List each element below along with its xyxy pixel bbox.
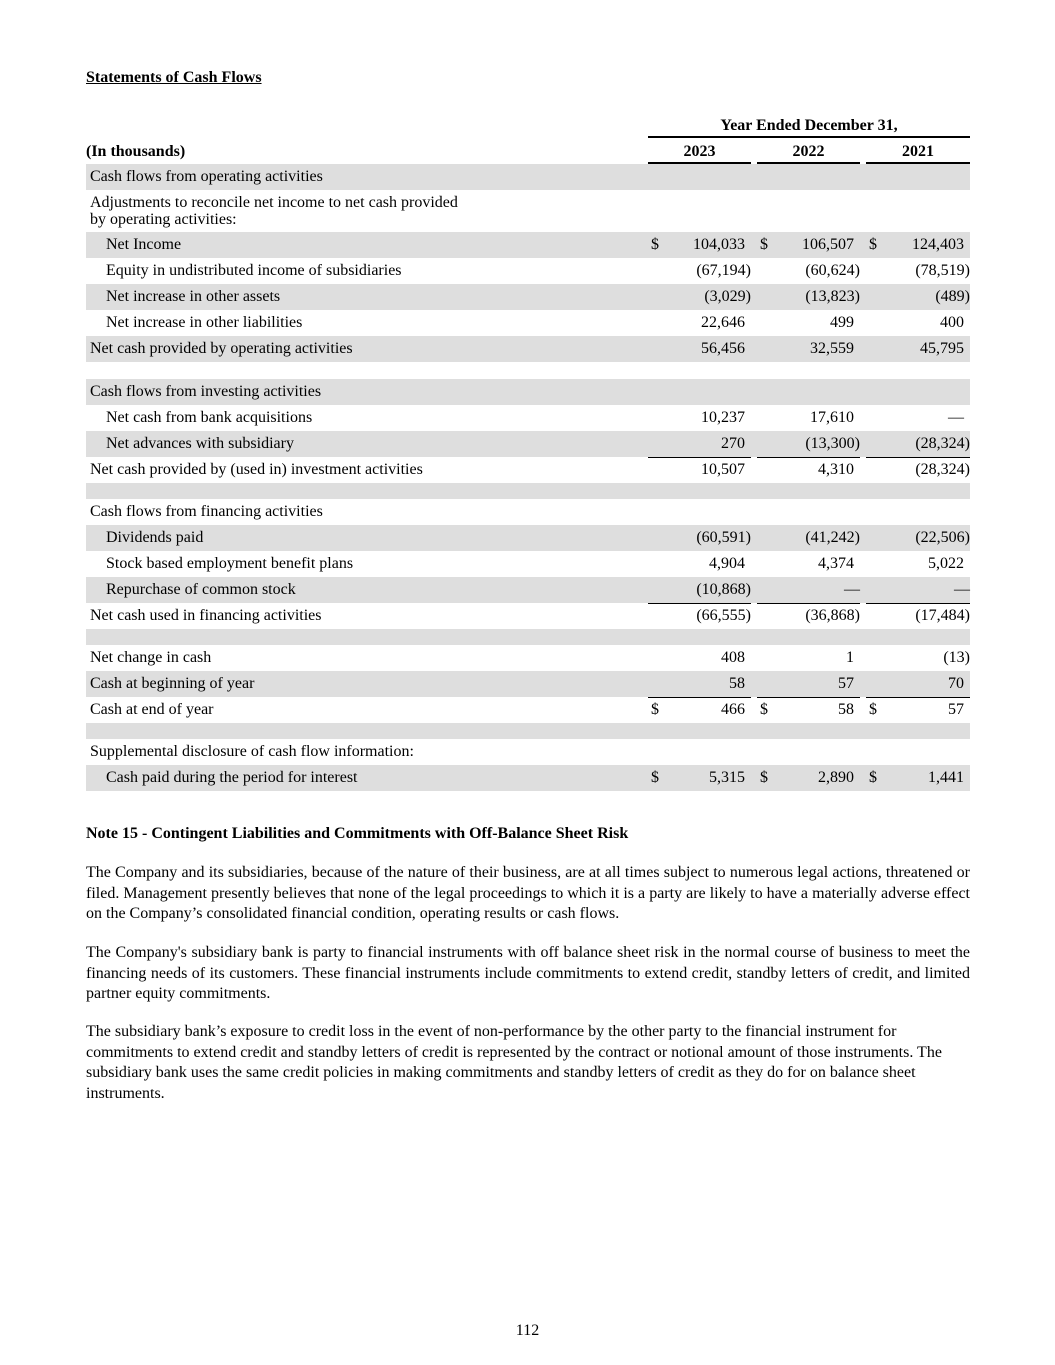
table-row: Net advances with subsidiary 270 (13,300) (28,324)	[86, 431, 970, 457]
spacer-row	[86, 483, 970, 499]
table-row: Repurchase of common stock (10,868) — —	[86, 577, 970, 603]
year-header-2022: 2022	[757, 142, 860, 164]
table-row: Equity in undistributed income of subsidiaries (67,194) (60,624) (78,519)	[106, 262, 970, 279]
table-row: Net increase in other liabilities 22,646 499 400	[86, 310, 970, 336]
table-row: Cash at beginning of year 58 57 70	[86, 671, 970, 697]
statement-title: Statements of Cash Flows	[86, 69, 262, 86]
page-number: 112	[515, 1322, 540, 1339]
adjustments-heading: Adjustments to reconcile net income to net cash provided by operating activities:	[90, 194, 458, 228]
table-row-total: Cash at end of year $ 466 $ 58 $ 57	[86, 697, 970, 723]
table-row: Cash paid during the period for interest $ 5,315 $ 2,890 $ 1,441	[86, 765, 970, 791]
note-paragraph-2: The Company's subsidiary bank is party to financial instruments with off balance sheet risk in the normal course of business to meet the financing needs of its customers. These financial instruments include commitments to extend credit, standby letters of credit, and limited partner equity commitments.	[86, 944, 970, 1002]
section-heading-supplemental: Supplemental disclosure of cash flow information:	[90, 743, 414, 760]
note-title: Note 15 - Contingent Liabilities and Commitments with Off-Balance Sheet Risk	[86, 825, 629, 842]
year-header-2023: 2023	[648, 142, 751, 164]
spacer-row	[86, 629, 970, 645]
table-row: Net increase in other assets (3,029) (13,823) (489)	[86, 284, 970, 310]
section-heading-operating: Cash flows from operating activities	[86, 164, 970, 190]
table-row: Stock based employment benefit plans 4,904 4,374 5,022	[106, 555, 964, 572]
table-row: Net change in cash 408 1 (13)	[90, 649, 970, 666]
table-row-subtotal: Net cash provided by (used in) investment activities 10,507 4,310 (28,324)	[90, 461, 970, 478]
units-label: (In thousands)	[86, 143, 186, 160]
table-row-subtotal: Net cash provided by operating activities 56,456 32,559 45,795	[86, 336, 970, 362]
spacer-row	[86, 723, 970, 739]
section-heading-financing: Cash flows from financing activities	[90, 503, 323, 520]
section-heading-investing: Cash flows from investing activities	[86, 379, 970, 405]
period-header: Year Ended December 31,	[648, 116, 970, 138]
table-row: Dividends paid (60,591) (41,242) (22,506)	[86, 525, 970, 551]
table-row: Net Income $ 104,033 $ 106,507 $ 124,403	[86, 232, 970, 258]
table-row: Net cash from bank acquisitions 10,237 17,610 —	[106, 409, 964, 426]
table-row-subtotal: Net cash used in financing activities (66,555) (36,868) (17,484)	[90, 607, 970, 624]
note-paragraph-1: The Company and its subsidiaries, because of the nature of their business, are at all times subject to numerous legal actions, threatened or filed. Management presently believes that none of the legal proceedings to which it is a party are likely to have a materially adverse effect on the Company’s consolidated financial condition, operating results or cash flows.	[86, 864, 970, 922]
note-paragraph-3: The subsidiary bank’s exposure to credit loss in the event of non-performance by the other party to the financial instrument for commitments to extend credit and standby letters of credit is represented by the contract or notional amount of those instruments. The subsidiary bank uses the same credit policies in making commitments and standby letters of credit as they do for on balance sheet instruments.	[86, 1023, 942, 1102]
year-header-2021: 2021	[866, 142, 970, 164]
